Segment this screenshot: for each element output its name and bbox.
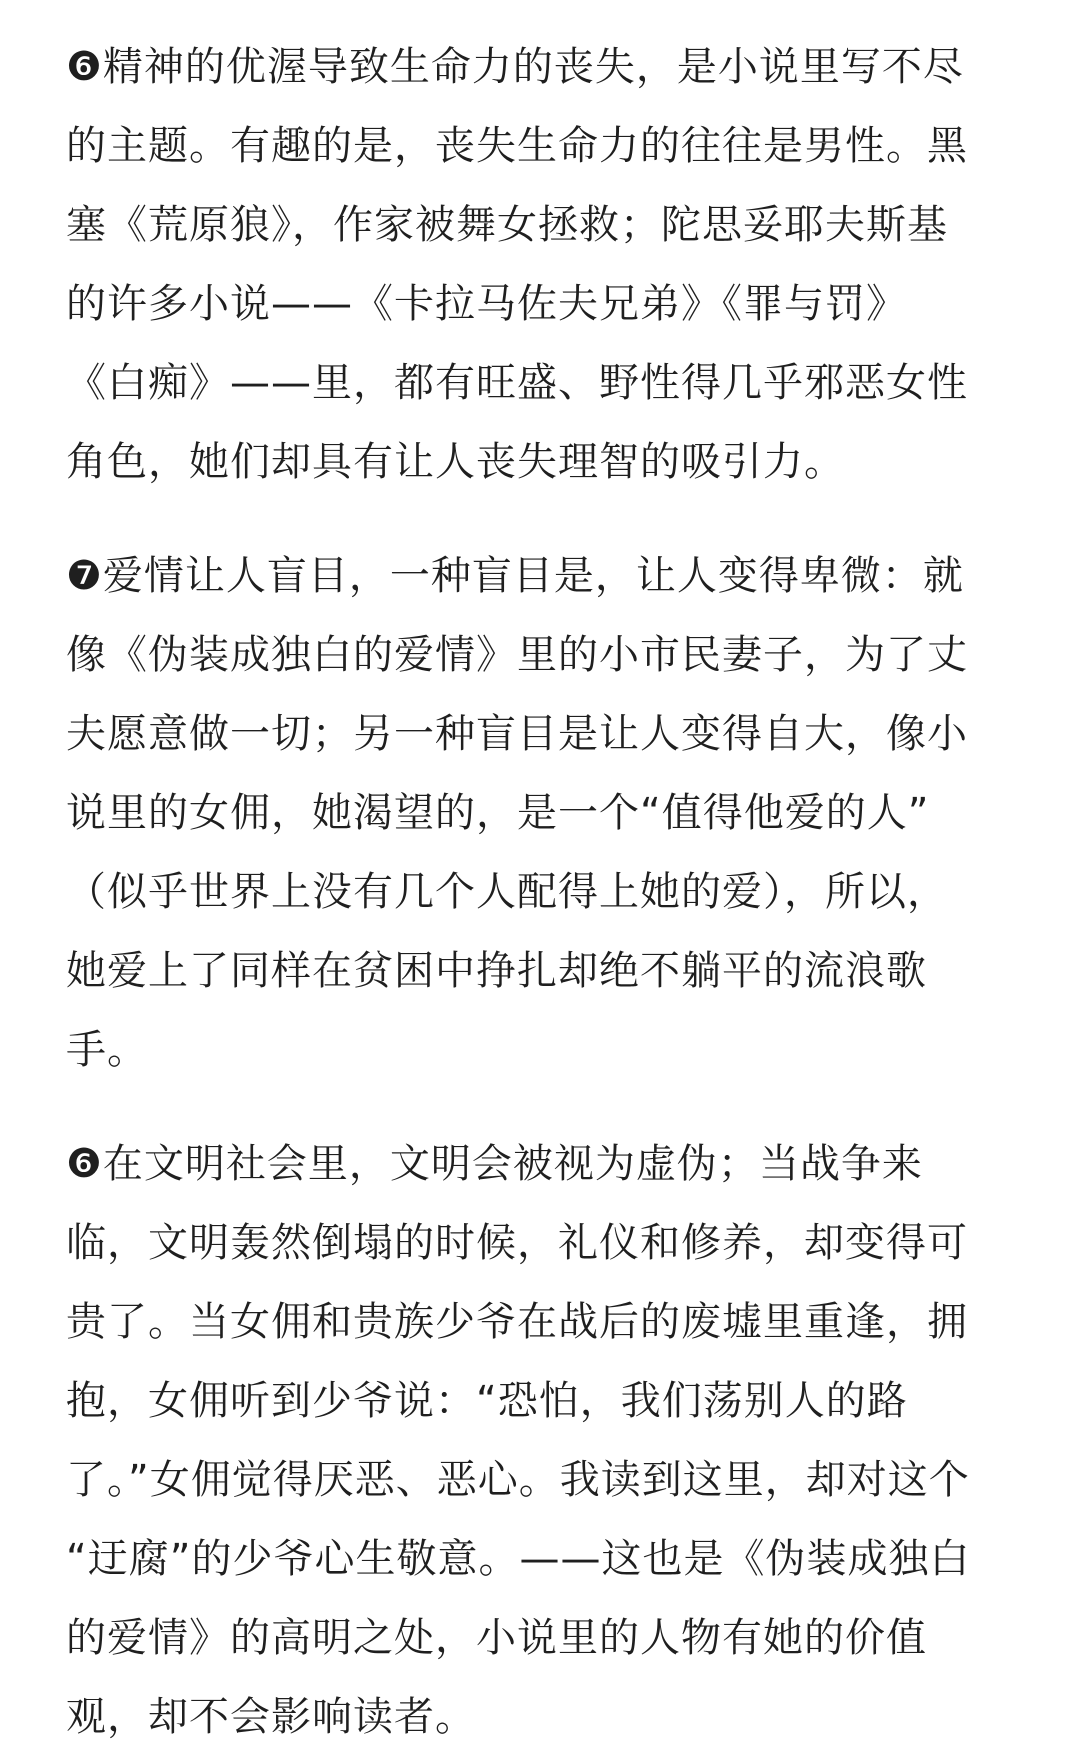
- paragraph-6-civilization: ❻在文明社会里，文明会被视为虚伪；当战争来 临，文明轰然倒塌的时候，礼仪和修养，却变得可 贵了。当女佣和贵族少爷在战后的废墟里重逢，拥 抱，女佣听到少爷说：“恐怕，我们荡别人的路 了。”女佣觉得厌恶、恶心。我读到这里，却对这个 “迂腐”的少爷心生敬意。——这也是《伪装成独白 的爱情》的高明之处，小说里的人物有她的价值 观，却不会影响读者。: [66, 1141, 971, 1740]
- paragraph-6-spirit: ❻精神的优渥导致生命力的丧失，是小说里写不尽 的主题。有趣的是，丧失生命力的往往是男性。黑 塞《荒原狼》，作家被舞女拯救；陀思妥耶夫斯基 的许多小说——《卡拉马佐夫兄弟》《罪与罚》 《白痴》——里，都有旺盛、野性得几乎邪恶女性 角色，她们却具有让人丧失理智的吸引力。: [66, 44, 968, 485]
- paragraph-7-love: ❼爱情让人盲目，一种盲目是，让人变得卑微：就 像《伪装成独白的爱情》里的小市民妻子，为了丈 夫愿意做一切；另一种盲目是让人变得自大，像小 说里的女佣，她渴望的，是一个“值得他爱的人” （似乎世界上没有几个人配得上她的爱），所以， 她爱上了同样在贫困中挣扎却绝不躺平的流浪歌 手。: [66, 553, 968, 1073]
- article-body: [66, 28, 1026, 1757]
